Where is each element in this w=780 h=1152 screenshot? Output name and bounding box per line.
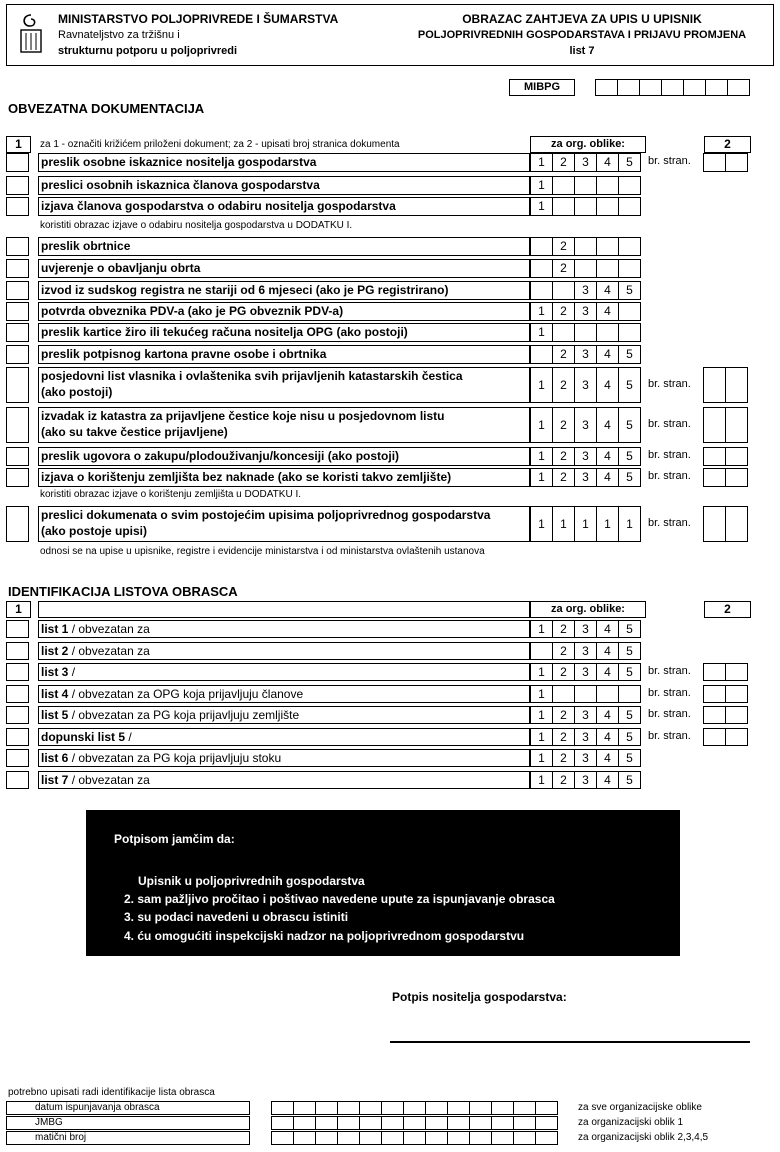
org-cell: 4 [596, 620, 619, 638]
org-cell: 5 [618, 771, 641, 789]
pages-input[interactable] [704, 685, 748, 703]
footer-field-text: matični broj [35, 1132, 87, 1143]
sheet-desc: / obvezatan za [68, 622, 150, 636]
section1-row-label [38, 447, 530, 466]
section1-row-text: preslik obrtnice [41, 239, 131, 253]
org-cell: 4 [596, 706, 619, 724]
sheet-name: list 7 [41, 772, 69, 787]
org-cell: 3 [574, 367, 597, 403]
declaration-item-1: Upisnik u poljoprivrednih gospodarstva [138, 874, 365, 888]
section1-row-text: izjava o korištenju zemljišta bez naknade (ako se koristi takvo zemljište) [41, 470, 452, 484]
org-cell: 3 [574, 706, 597, 724]
pages-label: br. stran. [648, 449, 691, 461]
section2-checkbox[interactable] [6, 706, 29, 724]
section1-checkbox[interactable] [6, 506, 29, 542]
sheet-desc: / [125, 729, 132, 744]
section1-index-box [6, 136, 31, 153]
form-title-1: OBRAZAC ZAHTJEVA ZA UPIS U UPISNIK [462, 12, 702, 26]
section1-org-cells [531, 176, 641, 195]
section1-checkbox[interactable] [6, 176, 29, 195]
section1-row-label [38, 302, 530, 321]
section2-org-cells [531, 642, 641, 660]
section1-row-label [38, 506, 530, 542]
org-cell: 5 [618, 447, 641, 466]
section1-row-text: izjava članova gospodarstva o odabiru nositelja gospodarstva [41, 199, 396, 213]
pages-input[interactable] [704, 407, 748, 443]
section1-checkbox[interactable] [6, 302, 29, 321]
section1-org-cells [531, 407, 641, 443]
mibpg-label-box [509, 79, 575, 96]
section1-org-cells [531, 506, 641, 542]
section1-row-label [38, 237, 530, 256]
org-cell [574, 685, 597, 703]
section1-org-cells [531, 237, 641, 256]
section1-row-label [38, 468, 530, 487]
sheet-desc: / obvezatan za [68, 643, 150, 658]
org-cell [596, 176, 619, 195]
section1-row-text: preslici osobnih iskaznica članova gospodarstva [41, 178, 320, 192]
org-cell: 3 [574, 447, 597, 466]
section1-org-cells [531, 367, 641, 403]
section1-org-cells [531, 302, 641, 321]
org-cell: 4 [596, 281, 619, 300]
org-cell: 3 [574, 663, 597, 681]
pages-input[interactable] [704, 468, 748, 487]
org-cell [596, 323, 619, 342]
org-cell: 1 [530, 749, 553, 767]
section1-note-row13: koristiti obrazac izjave o korištenju zemljišta u DODATKU I. [40, 489, 302, 500]
section2-checkbox[interactable] [6, 685, 29, 703]
section1-title: OBVEZATNA DOKUMENTACIJA [8, 101, 205, 116]
footer-field-text: JMBG [35, 1117, 63, 1128]
section1-row-label [38, 323, 530, 342]
section2-row-label [38, 642, 530, 660]
pages-input[interactable] [704, 728, 748, 746]
org-cell: 5 [618, 153, 641, 172]
section1-org-cells [531, 468, 641, 487]
org-cell [552, 685, 575, 703]
pages-label: br. stran. [648, 708, 691, 720]
org-cell: 4 [596, 468, 619, 487]
org-cell: 3 [574, 468, 597, 487]
pages-label: br. stran. [648, 665, 691, 677]
org-cell [574, 323, 597, 342]
mibpg-label: MIBPG [523, 81, 561, 93]
org-cell: 1 [530, 706, 553, 724]
org-cell: 3 [574, 728, 597, 746]
footer-field-input[interactable] [272, 1101, 558, 1115]
org-cell: 2 [552, 468, 575, 487]
pages-label: br. stran. [648, 155, 691, 167]
section2-index: 1 [15, 602, 22, 616]
pages-label: br. stran. [648, 686, 691, 699]
declaration-item-4: 4. ću omogućiti inspekcijski nadzor na poljoprivrednom gospodarstvu [124, 929, 525, 943]
footer-note: potrebno upisati radi identifikacije lista obrasca [8, 1087, 215, 1098]
org-cell: 2 [552, 728, 575, 746]
section1-checkbox[interactable] [6, 407, 29, 443]
section2-index-box [6, 601, 31, 618]
footer-field-label [6, 1131, 250, 1145]
org-cell: 3 [574, 407, 597, 443]
org-cell: 5 [618, 620, 641, 638]
org-cell: 5 [618, 642, 641, 660]
section1-col2-header: 2 [724, 137, 731, 151]
org-cell: 5 [618, 749, 641, 767]
org-cell: 2 [552, 447, 575, 466]
org-cell [552, 197, 575, 216]
org-cell: 1 [530, 728, 553, 746]
ministry-name: MINISTARSTVO POLJOPRIVREDE I ŠUMARSTVA [58, 12, 339, 26]
org-cell: 5 [618, 663, 641, 681]
org-cell: 4 [596, 749, 619, 767]
sheet-number: list 7 [569, 45, 595, 57]
sheet-name: list 5 [41, 708, 69, 722]
section2-checkbox[interactable] [6, 728, 29, 746]
pages-input[interactable] [704, 663, 748, 681]
org-cell [574, 176, 597, 195]
org-cell [596, 197, 619, 216]
section1-instruction: za 1 - označiti križićem priloženi dokument; za 2 - upisati broj stranica dokumenta [40, 139, 400, 150]
section2-checkbox[interactable] [6, 749, 29, 767]
section2-row-label [38, 706, 530, 724]
org-cell: 3 [574, 345, 597, 364]
org-cell: 4 [596, 771, 619, 789]
section1-org-cells [531, 259, 641, 278]
org-cell [574, 259, 597, 278]
section1-org-header: za org. oblike: [551, 138, 625, 150]
sheet-desc: / obvezatan za PG koja prijavljuju zemljište [68, 708, 300, 722]
directorate-line-1: Ravnateljstvo za tržišnu i [58, 29, 180, 41]
section1-row-label [38, 197, 530, 216]
section2-org-cells [531, 771, 641, 789]
signature-line[interactable] [390, 1041, 750, 1043]
mibpg-input[interactable] [596, 79, 750, 96]
section2-org-header-box [530, 601, 646, 618]
org-cell [574, 197, 597, 216]
org-cell: 1 [530, 323, 553, 342]
org-cell: 1 [530, 468, 553, 487]
org-cell: 5 [618, 367, 641, 403]
org-cell: 4 [596, 367, 619, 403]
org-cell [618, 259, 641, 278]
org-cell: 1 [530, 506, 553, 542]
org-cell: 4 [596, 302, 619, 321]
org-cell: 2 [552, 771, 575, 789]
section2-org-cells [531, 620, 641, 638]
section1-row-text-2: (ako postoji) [41, 385, 113, 399]
section1-checkbox[interactable] [6, 345, 29, 364]
section1-row-text: preslik potpisnog kartona pravne osobe i obrtnika [41, 347, 327, 361]
section1-checkbox[interactable] [6, 367, 29, 403]
section1-row-text-2: (ako su takve čestice prijavljene) [41, 425, 228, 439]
org-cell [618, 176, 641, 195]
org-cell: 1 [530, 407, 553, 443]
org-cell: 2 [552, 620, 575, 638]
pages-input[interactable] [704, 706, 748, 724]
org-cell: 3 [574, 771, 597, 789]
section2-checkbox[interactable] [6, 663, 29, 681]
org-cell: 5 [618, 345, 641, 364]
org-cell: 4 [596, 728, 619, 746]
section2-org-cells [531, 685, 641, 703]
section2-header-line [38, 601, 530, 618]
org-cell: 5 [618, 407, 641, 443]
footer-field-input[interactable] [272, 1116, 558, 1130]
org-cell [596, 685, 619, 703]
section1-row-text: preslik kartice žiro ili tekućeg računa nositelja OPG (ako postoji) [41, 325, 408, 339]
org-cell [530, 345, 553, 364]
org-cell [530, 281, 553, 300]
section1-row-text: preslik osobne iskaznice nositelja gospodarstva [41, 155, 317, 169]
footer-field-text: datum ispunjavanja obrasca [35, 1102, 160, 1113]
sheet-desc: / obvezatan za OPG koja prijavljuju članove [68, 686, 304, 701]
section2-row-label [38, 685, 530, 703]
section1-row-text: preslik ugovora o zakupu/plodouživanju/koncesiji (ako postoji) [41, 449, 400, 463]
section1-index: 1 [15, 137, 22, 151]
org-cell: 1 [530, 685, 553, 703]
section1-row-label [38, 367, 530, 403]
org-cell: 1 [530, 663, 553, 681]
section1-org-cells [531, 281, 641, 300]
section1-row-text: preslici dokumenata o svim postojećim upisima poljoprivrednog gospodarstva [41, 508, 491, 522]
org-cell [618, 302, 641, 321]
section1-checkbox[interactable] [6, 237, 29, 256]
org-cell [530, 237, 553, 256]
pages-input[interactable] [704, 367, 748, 403]
sheet-name: list 2 [41, 643, 69, 658]
org-cell [530, 642, 553, 660]
section1-row-text-2: (ako postoje upisi) [41, 524, 148, 538]
footer-field-scope: za organizacijski oblik 1 [578, 1117, 684, 1128]
org-cell: 2 [552, 706, 575, 724]
section2-row-label [38, 728, 530, 746]
pages-input[interactable] [704, 506, 748, 542]
pages-input[interactable] [704, 153, 748, 172]
org-cell: 5 [618, 281, 641, 300]
sheet-desc: / [68, 665, 76, 679]
org-cell: 1 [596, 506, 619, 542]
section1-note-row14: odnosi se na upise u upisnike, registre i evidencije ministarstva i od ministarstva ovlaštenih ustanova [40, 546, 485, 557]
sheet-name: list 1 [41, 622, 69, 636]
org-cell: 5 [618, 706, 641, 724]
sheet-name: list 3 [41, 665, 69, 679]
section2-org-cells [531, 663, 641, 681]
org-cell: 2 [552, 367, 575, 403]
section2-col2-box [704, 601, 751, 618]
section2-checkbox[interactable] [6, 771, 29, 789]
section1-checkbox[interactable] [6, 281, 29, 300]
section1-row-text: uvjerenje o obavljanju obrta [41, 261, 201, 275]
ministry-logo-icon [16, 12, 46, 56]
pages-label: br. stran. [648, 729, 691, 742]
org-cell: 3 [574, 153, 597, 172]
org-cell: 1 [530, 771, 553, 789]
footer-field-label [6, 1101, 250, 1115]
section1-row-label [38, 153, 530, 172]
section2-row-label [38, 663, 530, 681]
section1-row-text: izvod iz sudskog registra ne stariji od 6 mjeseci (ako je PG registrirano) [41, 283, 449, 297]
directorate-line-2: strukturnu potporu u poljoprivredi [58, 45, 238, 57]
declaration-box [86, 810, 680, 956]
sheet-name: list 6 [41, 751, 69, 765]
org-cell [530, 259, 553, 278]
org-cell: 4 [596, 447, 619, 466]
section2-col2-header: 2 [724, 602, 731, 616]
section1-row-text: potvrda obveznika PDV-a (ako je PG obveznik PDV-a) [41, 304, 344, 318]
section1-checkbox[interactable] [6, 153, 29, 172]
declaration-intro: Potpisom jamčim da: [114, 832, 235, 846]
org-cell: 3 [574, 642, 597, 660]
org-cell: 2 [552, 259, 575, 278]
org-cell: 5 [618, 728, 641, 746]
section1-checkbox[interactable] [6, 259, 29, 278]
footer-field-scope: za sve organizacijske oblike [578, 1102, 702, 1113]
org-cell [574, 237, 597, 256]
org-cell: 4 [596, 345, 619, 364]
org-cell: 2 [552, 302, 575, 321]
section1-row-label [38, 345, 530, 364]
org-cell [596, 237, 619, 256]
section1-note-row3: koristiti obrazac izjave o odabiru nositelja gospodarstva u DODATKU I. [40, 220, 353, 231]
pages-input[interactable] [704, 447, 748, 466]
org-cell: 3 [574, 302, 597, 321]
section2-row-label [38, 620, 530, 638]
section1-row-text: izvadak iz katastra za prijavljene čestice koje nisu u posjedovnom listu [41, 409, 445, 423]
section1-checkbox[interactable] [6, 323, 29, 342]
section2-title: IDENTIFIKACIJA LISTOVA OBRASCA [8, 584, 238, 599]
section2-row-label [38, 771, 530, 789]
section1-checkbox[interactable] [6, 468, 29, 487]
footer-field-input[interactable] [272, 1131, 558, 1145]
form-title-2: POLJOPRIVREDNIH GOSPODARSTAVA I PRIJAVU PROMJENA [417, 29, 747, 41]
org-cell: 2 [552, 749, 575, 767]
section1-row-label [38, 176, 530, 195]
section1-col2-box [704, 136, 751, 153]
pages-label: br. stran. [648, 418, 691, 430]
section2-org-cells [531, 749, 641, 767]
footer-field-label [6, 1116, 250, 1130]
section2-checkbox[interactable] [6, 620, 29, 638]
org-cell [552, 176, 575, 195]
section1-org-cells [531, 153, 641, 172]
section1-org-cells [531, 197, 641, 216]
section2-org-header: za org. oblike: [551, 603, 625, 615]
org-cell: 2 [552, 663, 575, 681]
section1-org-cells [531, 323, 641, 342]
sheet-desc: / obvezatan za [68, 772, 150, 787]
org-cell [596, 259, 619, 278]
org-cell [618, 685, 641, 703]
org-cell: 1 [530, 197, 553, 216]
org-cell: 4 [596, 663, 619, 681]
section1-row-label [38, 259, 530, 278]
pages-label: br. stran. [648, 517, 691, 529]
section1-org-header-box [530, 136, 646, 153]
pages-label: br. stran. [648, 378, 691, 390]
pages-label: br. stran. [648, 470, 691, 482]
org-cell: 1 [618, 506, 641, 542]
section1-row-label [38, 407, 530, 443]
section1-row-label [38, 281, 530, 300]
org-cell: 1 [552, 506, 575, 542]
org-cell: 1 [574, 506, 597, 542]
section2-checkbox[interactable] [6, 642, 29, 660]
org-cell: 1 [530, 302, 553, 321]
section1-org-cells [531, 447, 641, 466]
section2-org-cells [531, 706, 641, 724]
sheet-desc: / obvezatan za PG koja prijavljuju stoku [68, 751, 282, 765]
org-cell: 4 [596, 642, 619, 660]
org-cell: 2 [552, 153, 575, 172]
org-cell: 1 [530, 620, 553, 638]
declaration-item-3: 3. su podaci navedeni u obrascu istiniti [124, 910, 349, 924]
org-cell [618, 237, 641, 256]
footer-field-scope: za organizacijski oblik 2,3,4,5 [578, 1132, 709, 1143]
declaration-item-2: 2. sam pažljivo pročitao i poštivao navedene upute za ispunjavanje obrasca [124, 892, 555, 906]
org-cell: 3 [574, 620, 597, 638]
org-cell [618, 323, 641, 342]
org-cell: 1 [530, 447, 553, 466]
org-cell: 2 [552, 407, 575, 443]
org-cell [552, 281, 575, 300]
org-cell: 5 [618, 468, 641, 487]
org-cell [552, 323, 575, 342]
org-cell: 2 [552, 345, 575, 364]
org-cell: 2 [552, 237, 575, 256]
org-cell: 1 [530, 176, 553, 195]
org-cell: 4 [596, 407, 619, 443]
org-cell [618, 197, 641, 216]
org-cell: 1 [530, 367, 553, 403]
org-cell: 3 [574, 281, 597, 300]
section2-row-label [38, 749, 530, 767]
signature-label: Potpis nositelja gospodarstva: [392, 990, 567, 1004]
section1-row-text: posjedovni list vlasnika i ovlaštenika svih prijavljenih katastarskih čestica [41, 369, 463, 383]
org-cell: 4 [596, 153, 619, 172]
org-cell: 1 [530, 153, 553, 172]
sheet-name: dopunski list 5 [41, 729, 126, 744]
sheet-name: list 4 [41, 686, 69, 701]
section1-checkbox[interactable] [6, 447, 29, 466]
section2-org-cells [531, 728, 641, 746]
section1-org-cells [531, 345, 641, 364]
org-cell: 3 [574, 749, 597, 767]
section1-checkbox[interactable] [6, 197, 29, 216]
org-cell: 2 [552, 642, 575, 660]
